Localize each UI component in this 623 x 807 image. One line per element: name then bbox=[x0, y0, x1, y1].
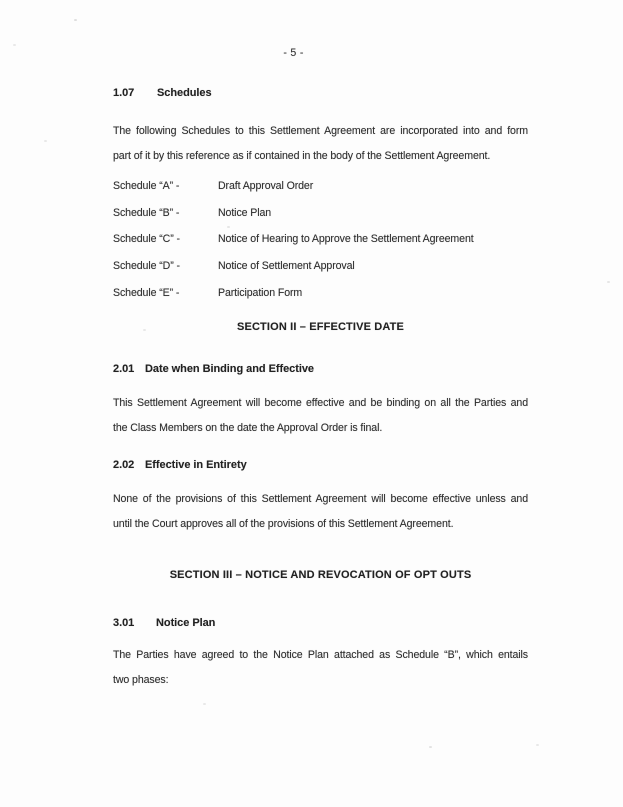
clause-2-02-paragraph bbox=[113, 493, 528, 544]
scan-speck bbox=[44, 140, 47, 142]
section-ii-heading: SECTION II – EFFECTIVE DATE bbox=[236, 321, 405, 333]
clause-title: Effective in Entirety bbox=[145, 459, 247, 471]
clause-title: Schedules bbox=[157, 87, 212, 99]
paragraph-line: the Class Members on the date the Approval Order is final. bbox=[113, 422, 383, 435]
schedule-description: Participation Form bbox=[218, 286, 303, 299]
schedule-description: Notice of Settlement Approval bbox=[218, 260, 355, 273]
clause-title: Notice Plan bbox=[156, 617, 216, 629]
schedule-row bbox=[113, 287, 543, 314]
clause-number: 1.07 bbox=[113, 87, 135, 99]
page-number: - 5 - bbox=[283, 47, 304, 59]
schedule-row bbox=[113, 180, 543, 207]
schedule-label: Schedule “A” - bbox=[113, 180, 180, 192]
paragraph-line: part of it by this reference as if contained in the body of the Settlement Agreement. bbox=[113, 150, 491, 163]
schedule-row bbox=[113, 233, 543, 260]
schedule-label: Schedule “B” - bbox=[113, 206, 180, 219]
schedule-list bbox=[113, 180, 543, 313]
schedule-row bbox=[113, 260, 543, 287]
clause-title: Date when Binding and Effective bbox=[145, 363, 314, 375]
clause-heading-2-02 bbox=[113, 459, 247, 471]
schedule-description: Draft Approval Order bbox=[218, 180, 314, 192]
schedule-row bbox=[113, 207, 543, 234]
clause-heading-2-01 bbox=[113, 363, 314, 375]
scan-speck bbox=[429, 746, 432, 748]
schedule-description: Notice of Hearing to Approve the Settlement Agreement bbox=[218, 233, 474, 246]
clause-1-07-paragraph bbox=[113, 125, 528, 176]
scan-speck bbox=[203, 703, 206, 705]
clause-heading-3-01 bbox=[113, 617, 215, 629]
paragraph-line: This Settlement Agreement will become effective and be binding on all the Parties and bbox=[113, 397, 528, 409]
scan-speck bbox=[607, 281, 610, 283]
schedule-label: Schedule “C” - bbox=[113, 233, 180, 246]
paragraph-line: None of the provisions of this Settlement Agreement will become effective unless and bbox=[113, 493, 528, 505]
paragraph-line: The following Schedules to this Settlement Agreement are incorporated into and form bbox=[113, 125, 528, 137]
schedule-label: Schedule “D” - bbox=[113, 260, 180, 273]
schedule-label: Schedule “E” - bbox=[113, 286, 180, 299]
scan-speck bbox=[13, 44, 16, 46]
section-iii-heading: SECTION III – NOTICE AND REVOCATION OF OPT OUTS bbox=[169, 569, 472, 581]
paragraph-line: until the Court approves all of the provisions of this Settlement Agreement. bbox=[113, 518, 454, 531]
paragraph-line: The Parties have agreed to the Notice Plan attached as Schedule “B”, which entails bbox=[113, 649, 528, 661]
clause-number: 3.01 bbox=[113, 617, 135, 629]
paragraph-line: two phases: bbox=[113, 674, 169, 687]
clause-3-01-paragraph bbox=[113, 649, 528, 700]
scan-speck bbox=[74, 19, 77, 21]
clause-heading-1-07 bbox=[113, 87, 212, 99]
clause-number: 2.01 bbox=[113, 363, 135, 375]
schedule-description: Notice Plan bbox=[218, 206, 272, 219]
clause-2-01-paragraph bbox=[113, 397, 528, 448]
scan-speck bbox=[536, 744, 539, 746]
clause-number: 2.02 bbox=[113, 459, 135, 471]
